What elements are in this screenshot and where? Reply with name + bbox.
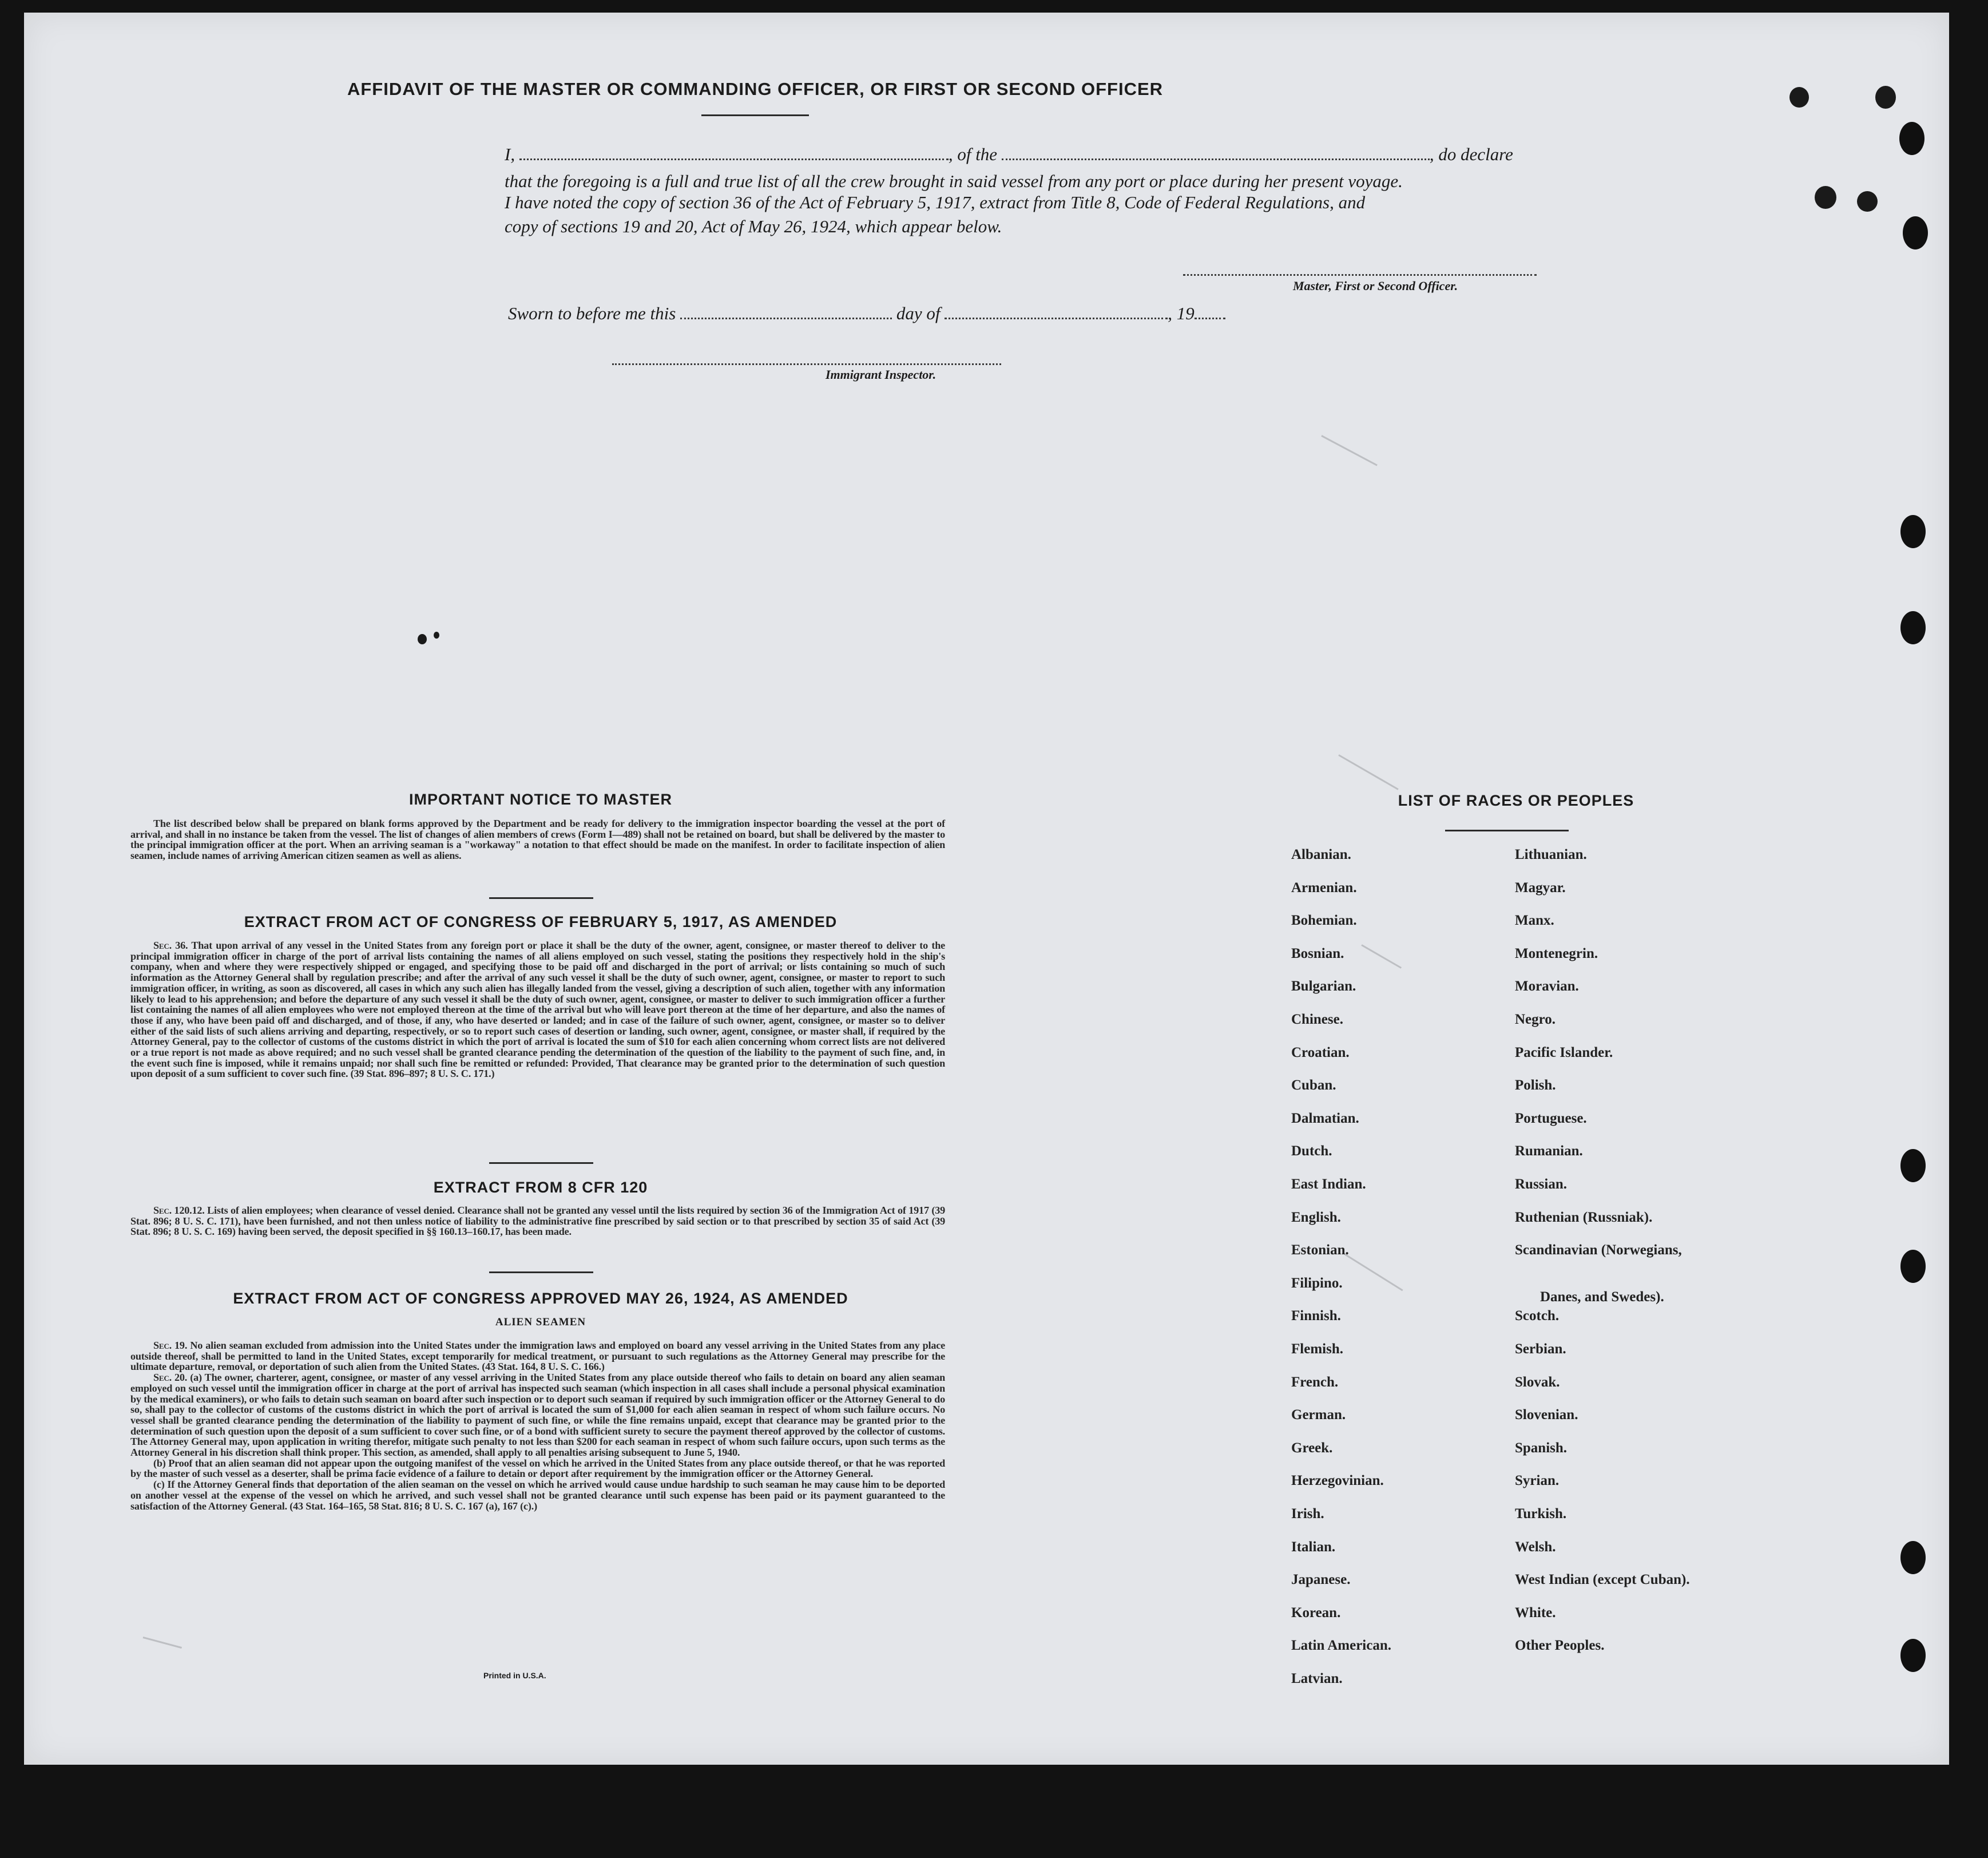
section-rule [489, 897, 593, 899]
sec-120-text: Lists of alien employees; when clearance of vessel denied. Clearance shall not be granted any vessel until the lists required by section 36 of the Immigration Act of 1917 (39 Stat. 896; 8 U. S. C. 171), have been furnished, and not then unless notice of liability to the administrative fine prescribed by said section or to that prescribed by section 35 of said Act (39 Stat. 896; 8 U. S. C. 169) having been served, the deposit specified in §§ 160.13–160.17, has been made. [130, 1205, 945, 1238]
sec-19-text: No alien seaman excluded from admission into the United States under the immigration laws and employed on board any vessel arriving in the United States from any place outside thereof, shall be permitted to land in the United States, except temporarily for medical treatment, or pursuant to such regulations as the Attorney General may prescribe for the ultimate departure, removal, or deportation of such alien from the United States. (43 Stat. 164, 8 U. S. C. 166.) [130, 1340, 945, 1373]
master-signature-field[interactable] [1183, 274, 1537, 276]
race-list-item: Danes, and Swedes). [1540, 1289, 1664, 1305]
race-list-item: Cuban. [1291, 1077, 1336, 1093]
ink-speck [418, 634, 427, 644]
section-rule [489, 1162, 593, 1164]
declarant-prefix: I, [505, 144, 515, 164]
race-list-item: Dutch. [1291, 1143, 1332, 1159]
vessel-name-field[interactable] [1002, 147, 1430, 160]
race-list-item: Latvian. [1291, 1671, 1343, 1686]
declare-suffix: , do declare [1429, 144, 1513, 164]
race-list-item: Herzegovinian. [1291, 1473, 1384, 1488]
sec-19-paragraph [130, 1340, 945, 1372]
race-list-item: Slovenian. [1515, 1407, 1578, 1423]
race-list-item: Welsh. [1515, 1539, 1556, 1555]
race-list-item: Russian. [1515, 1176, 1568, 1192]
races-list-title: LIST OF RACES OR PEOPLES [1398, 792, 1634, 809]
race-list-item: Slovak. [1515, 1374, 1560, 1390]
sworn-day-field[interactable] [680, 306, 892, 319]
sec-20a-text: (a) The owner, charterer, agent, consignee, or master of any vessel arriving in the United States from any place outside thereof who fails to detain on board any alien seaman employed on such vessel until the immigration officer in charge at the port of arrival has inspected such seaman (which inspection in all cases shall include a personal physical examination by the medical examiners), or who fails to detain such seaman on board after such inspection or to deport such seaman if required by such immigration officer or the Attorney General to do so, shall pay to the collector of customs of the customs district in which the port of arrival is located the sum of $1,000 for each alien seaman in respect of whom such failure occurs. No vessel shall be granted clearance pending the determination of the liability to payment of such fine, or while the fine remains unpaid, except that clearance may be granted prior to the determination of such question upon the deposit of a sum sufficient to cover such fine, or of a bond with sufficient surety to secure the payment thereof approved by the collector of customs. The Attorney General may, upon application in writing therefor, mitigate such penalty to not less than $200 for each seaman in respect of whom such failure occurs, upon such terms as the Attorney General in his discretion shall think proper. This section, as amended, shall apply to all penalties arising subsequent to June 5, 1940. [130, 1372, 946, 1459]
race-list-item: Spanish. [1515, 1440, 1568, 1456]
race-list-item: Magyar. [1515, 880, 1566, 896]
sworn-prefix: Sworn to before me this [508, 303, 676, 323]
declaration-line-4: copy of sections 19 and 20, Act of May 26, 1924, which appear below. [505, 216, 1002, 236]
punch-hole [1900, 611, 1926, 644]
race-list-item: Syrian. [1515, 1473, 1560, 1488]
punch-hole [1900, 515, 1926, 548]
race-list-item: Lithuanian. [1515, 847, 1587, 862]
inspector-signature-field[interactable] [612, 363, 1001, 365]
race-list-item: Bosnian. [1291, 946, 1344, 961]
declaration-line-1 [505, 144, 1513, 165]
sec-19-label: Sec. 19. [153, 1340, 188, 1351]
ink-speck [434, 632, 439, 639]
extract-cfr-title: EXTRACT FROM 8 CFR 120 [433, 1179, 648, 1196]
notice-title: IMPORTANT NOTICE TO MASTER [409, 791, 672, 808]
ink-speck [1815, 186, 1836, 209]
race-list-item: Japanese. [1291, 1572, 1351, 1587]
sec-120-label: Sec. 120.12. [153, 1205, 205, 1216]
race-list-item: Latin American. [1291, 1638, 1391, 1653]
punch-hole [1903, 216, 1928, 249]
races-title-rule [1445, 830, 1569, 831]
race-list-item: Manx. [1515, 913, 1554, 928]
race-list-item: Moravian. [1515, 978, 1579, 994]
race-list-item: Italian. [1291, 1539, 1336, 1555]
sec-20b-paragraph: (b) Proof that an alien seaman did not appear upon the outgoing manifest of the vessel on which he arrived in the United States from any place outside thereof, or that he was reported by the master of such vessel as a deserter, shall be prima facie evidence of a failure to detain or deport after requirement by the immigration officer or the Attorney General. [130, 1457, 945, 1480]
declaration-line-3: I have noted the copy of section 36 of the Act of February 5, 1917, extract from Title 8, Code of Federal Regulations, and [505, 192, 1366, 212]
race-list-item: White. [1515, 1605, 1556, 1621]
extract-1917-title: EXTRACT FROM ACT OF CONGRESS OF FEBRUARY 5, 1917, AS AMENDED [244, 913, 838, 930]
race-list-item: Korean. [1291, 1605, 1341, 1621]
vessel-prefix: , of the [948, 144, 998, 164]
race-list-item: Ruthenian (Russniak). [1515, 1210, 1653, 1225]
race-list-item: Other Peoples. [1515, 1638, 1605, 1653]
race-list-item: East Indian. [1291, 1176, 1366, 1192]
title-rule [701, 114, 809, 116]
extract-1924-body [130, 1340, 945, 1511]
race-list-item: Bulgarian. [1291, 978, 1356, 994]
sworn-month-field[interactable] [945, 306, 1168, 319]
punch-hole [1900, 1541, 1926, 1574]
race-list-item: Croatian. [1291, 1045, 1350, 1060]
race-list-item: German. [1291, 1407, 1346, 1423]
punch-hole [1900, 1639, 1926, 1672]
ink-speck [1857, 191, 1878, 212]
race-list-item: Negro. [1515, 1012, 1556, 1027]
race-list-item: English. [1291, 1210, 1341, 1225]
declarant-name-field[interactable] [519, 147, 949, 160]
sec-20-label: Sec. 20. [153, 1372, 188, 1384]
race-list-item: Scandinavian (Norwegians, [1515, 1242, 1682, 1258]
ink-speck [1789, 87, 1809, 108]
punch-hole [1899, 122, 1924, 155]
race-list-item: Filipino. [1291, 1275, 1343, 1291]
day-of-label: day of [896, 303, 941, 323]
extract-cfr-body [130, 1205, 945, 1237]
master-signature-caption: Master, First or Second Officer. [1293, 279, 1458, 293]
section-rule [489, 1271, 593, 1273]
race-list-item: Albanian. [1291, 847, 1351, 862]
race-list-item: Greek. [1291, 1440, 1333, 1456]
printed-in-usa: Printed in U.S.A. [483, 1671, 546, 1680]
race-list-item: Polish. [1515, 1077, 1556, 1093]
race-list-item: Irish. [1291, 1506, 1324, 1522]
race-list-item: Montenegrin. [1515, 946, 1598, 961]
extract-1924-title: EXTRACT FROM ACT OF CONGRESS APPROVED MAY 26, 1924, AS AMENDED [233, 1290, 848, 1307]
alien-seamen-subtitle: ALIEN SEAMEN [495, 1316, 586, 1328]
punch-hole [1900, 1149, 1926, 1182]
race-list-item: Pacific Islander. [1515, 1045, 1613, 1060]
extract-1917-body [130, 940, 945, 1079]
race-list-item: Bohemian. [1291, 913, 1357, 928]
year-prefix: , 19 [1168, 303, 1195, 323]
race-list-item: Rumanian. [1515, 1143, 1583, 1159]
race-list-item: Turkish. [1515, 1506, 1567, 1522]
race-list-item: Estonian. [1291, 1242, 1349, 1258]
race-list-item: Scotch. [1515, 1308, 1560, 1324]
race-list-item: Portuguese. [1515, 1111, 1587, 1126]
affidavit-title: AFFIDAVIT OF THE MASTER OR COMMANDING OFFICER, OR FIRST OR SECOND OFFICER [347, 79, 1164, 99]
sec-36-text: That upon arrival of any vessel in the United States from any foreign port or place it shall be the duty of the owner, agent, consignee, or master thereof to deliver to the principal immigration officer in charge of the port of arrival lists containing the names of all aliens employed on such vessel, stating the positions they respectively hold in the ship's company, when and where they were respectively shipped or engaged, and specifying those to be paid off and discharged in the port of arrival; or lists containing so much of such information as the Attorney General shall by regulation prescribe; and after the arrival of any such vessel it shall be the duty of such owner, agent, consignee, or master to report to such immigration officer, in writing, as soon as discovered, all cases in which any such alien has illegally landed from the vessel, giving a description of such alien, together with any information likely to lead to his apprehension; and before the departure of any such vessel it shall be the duty of such owner, agent, consignee, or master to deliver to such immigration officer a further list containing the names of all alien employees who were not employed thereon at the time of the arrival but who will leave port thereon at the time of her departure, and also the names of those if any, who have been paid off and discharged, and of those, if any, who have deserted or landed; and in case of the failure of such owner, agent, consignee, or master so to deliver either of the said lists of such aliens arriving and departing, respectively, or so to report such cases of desertion or landing, such owner, agent, consignee, or master shall, if required by the Attorney General, pay to the collector of customs of the customs district in which the port of arrival is located the sum of $10 for each alien concerning whom correct lists are not delivered or a true report is not made as above required; and no such vessel shall be granted clearance pending the determination of the question of the liability to the payment of such fine, and, in the event such fine is imposed, while it remains unpaid; nor shall such fine be remitted or refunded: Provided, That clearance may be granted prior to the determination of such question upon deposit of a sum sufficient to cover such fine. (39 Stat. 896–897; 8 U. S. C. 171.) [130, 940, 945, 1080]
inspector-signature-caption: Immigrant Inspector. [826, 367, 937, 382]
sec-36-label: Sec. 36. [153, 940, 188, 951]
race-list-item: French. [1291, 1374, 1339, 1390]
race-list-item: Flemish. [1291, 1341, 1343, 1357]
race-list-item: Finnish. [1291, 1308, 1341, 1324]
declaration-line-2: that the foregoing is a full and true list of all the crew brought in said vessel from any port or place during her present voyage. [505, 171, 1403, 191]
sec-20a-paragraph [130, 1372, 945, 1458]
race-list-item: West Indian (except Cuban). [1515, 1572, 1690, 1587]
sworn-line [508, 303, 1225, 324]
punch-hole [1900, 1250, 1926, 1283]
sworn-year-field[interactable] [1195, 306, 1225, 319]
race-list-item: Chinese. [1291, 1012, 1343, 1027]
race-list-item: Serbian. [1515, 1341, 1566, 1357]
ink-speck [1875, 86, 1896, 109]
sec-20c-paragraph: (c) If the Attorney General finds that deportation of the alien seaman on the vessel on which he arrived would cause undue hardship to such seaman he may cause him to be deported on another vessel at the expense of the vessel on which he arrived, and such vessel shall not be granted clearance until such expense has been paid or its payment guaranteed to the satisfaction of the Attorney General. (43 Stat. 164–165, 58 Stat. 816; 8 U. S. C. 167 (a), 167 (c).) [130, 1479, 945, 1512]
race-list-item: Armenian. [1291, 880, 1357, 896]
notice-body: The list described below shall be prepared on blank forms approved by the Department and be ready for delivery to the immigration inspector boarding the vessel at the port of arrival, and shall in no instance be taken from the vessel. The list of changes of alien members of crews (Form I—489) shall not be retained on board, but shall be delivered by the master to the principal immigration officer at the port. When an arriving seaman is a "workaway" a notation to that effect should be made on the manifest. In order to facilitate inspection of alien seamen, include names of arriving American citizen seamen as well as aliens. [130, 818, 945, 862]
race-list-item: Dalmatian. [1291, 1111, 1359, 1126]
